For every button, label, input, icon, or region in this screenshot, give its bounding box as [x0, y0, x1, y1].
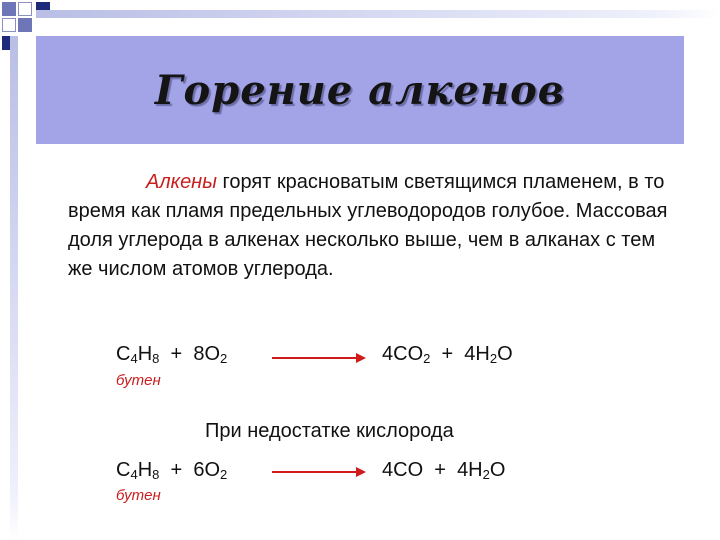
title-band [36, 36, 684, 144]
condition-label: При недостатке кислорода [205, 420, 454, 442]
element-symbol: O [497, 343, 513, 365]
side-gradient-bar [10, 36, 18, 540]
plus-sign: + [170, 459, 183, 481]
paragraph-text: горят красноватым светящимся пламенем, в то время как пламя предельных углеводородов голубое. Массовая доля углерода в алкенах несколько выше, чем в алканах с тем же числом атомов углерода. [68, 171, 668, 280]
product-formula: 4CO [382, 459, 424, 481]
slide-title: Горение алкенов [154, 66, 566, 114]
element-symbol: C [116, 459, 131, 481]
subscript: 2 [220, 351, 228, 366]
element-symbol: O [204, 459, 220, 481]
plus-sign: + [441, 343, 454, 365]
reaction-arrow [272, 471, 364, 473]
element-symbol: H [137, 459, 153, 481]
highlight-term: Алкены [146, 171, 217, 193]
product-formula: 4H [457, 459, 483, 481]
subscript: 2 [482, 467, 490, 482]
subscript: 2 [489, 351, 498, 366]
plus-sign: + [170, 343, 183, 365]
coefficient: 8 [193, 343, 205, 365]
product-formula: 4H [464, 343, 490, 365]
deco-square [18, 18, 32, 32]
subscript: 2 [220, 467, 228, 482]
product-formula: 4CO [382, 343, 424, 365]
description-paragraph [68, 168, 668, 284]
subscript: 2 [423, 351, 431, 366]
deco-square [18, 2, 32, 16]
element-symbol: O [489, 459, 506, 481]
element-symbol: C [116, 343, 131, 365]
reaction1-reactants [116, 343, 227, 366]
deco-square [2, 2, 16, 16]
reaction2-reactants [116, 459, 227, 482]
subscript: 4 [130, 467, 138, 482]
reaction1-products [382, 343, 513, 366]
top-gradient-bar [36, 10, 720, 18]
coefficient: 6 [193, 459, 205, 481]
subscript: 8 [152, 351, 160, 366]
element-symbol: O [204, 343, 220, 365]
element-symbol: H [137, 343, 153, 365]
plus-sign: + [434, 459, 446, 481]
compound-name: бутен [116, 487, 161, 504]
reaction2-products [382, 459, 505, 482]
subscript: 4 [130, 351, 138, 366]
compound-name: бутен [116, 372, 161, 389]
reaction-arrow [272, 357, 364, 359]
subscript: 8 [152, 467, 160, 482]
deco-square [2, 18, 16, 32]
